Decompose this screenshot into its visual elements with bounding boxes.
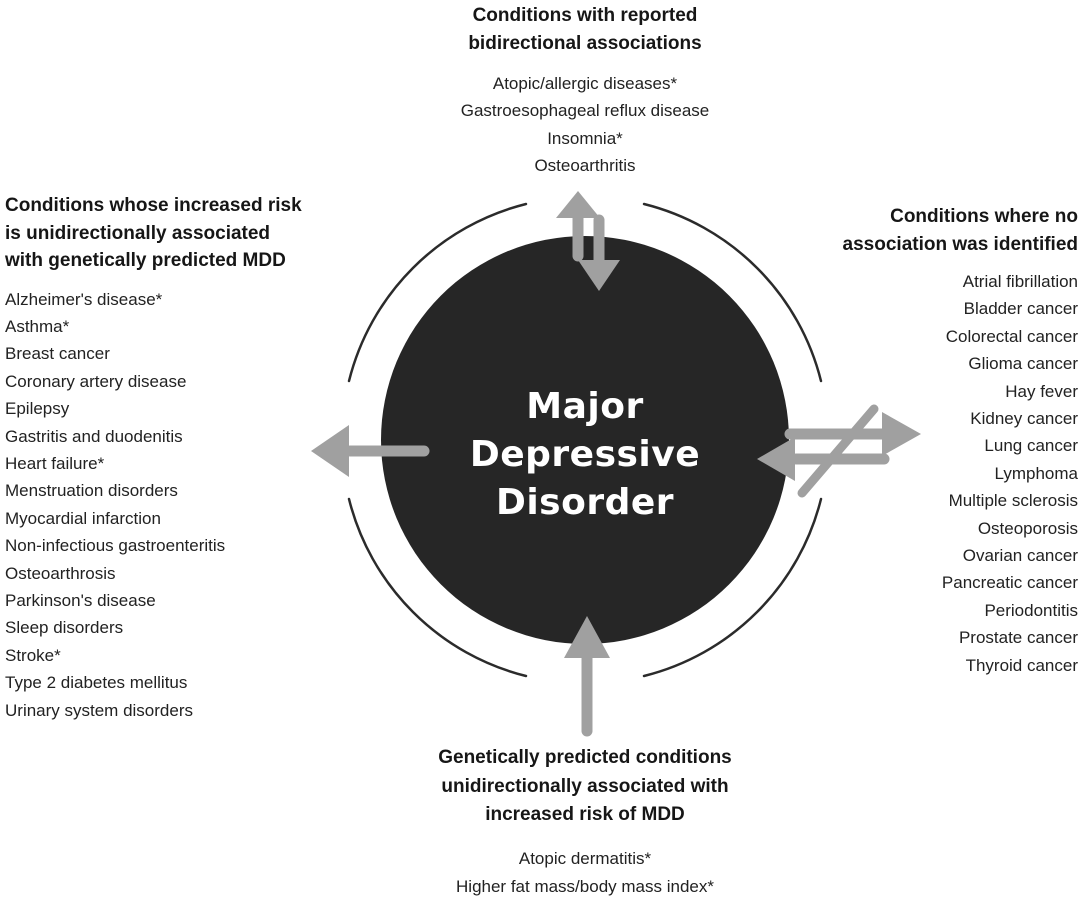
heading-line: is unidirectionally associated bbox=[5, 222, 271, 244]
condition-item: Urinary system disorders bbox=[5, 700, 193, 720]
condition-item: Multiple sclerosis bbox=[948, 491, 1078, 511]
heading-line: association was identified bbox=[842, 233, 1078, 255]
center-label-line: Depressive bbox=[469, 434, 701, 475]
condition-item: Osteoarthrosis bbox=[5, 563, 116, 583]
heading-line: bidirectional associations bbox=[468, 32, 702, 54]
condition-item: Sleep disorders bbox=[5, 618, 124, 638]
center-label bbox=[420, 383, 750, 527]
section-condition-to-mdd-heading bbox=[330, 744, 840, 830]
condition-item: Asthma* bbox=[5, 316, 70, 336]
condition-item: Lymphoma bbox=[994, 463, 1078, 483]
heading-line: increased risk of MDD bbox=[485, 804, 685, 825]
condition-item: Gastritis and duodenitis bbox=[5, 426, 183, 446]
heading-line: Genetically predicted conditions bbox=[438, 747, 732, 768]
section-no-association-list bbox=[768, 268, 1078, 679]
condition-item: Prostate cancer bbox=[958, 628, 1078, 648]
condition-item: Periodontitis bbox=[984, 600, 1078, 620]
condition-item: Lung cancer bbox=[984, 436, 1078, 456]
section-condition-to-mdd bbox=[330, 744, 840, 898]
condition-item: Breast cancer bbox=[5, 344, 110, 364]
condition-item: Type 2 diabetes mellitus bbox=[5, 673, 188, 693]
center-label-line: Major bbox=[526, 386, 644, 427]
condition-item: Hay fever bbox=[1005, 381, 1078, 401]
condition-item: Thyroid cancer bbox=[965, 655, 1078, 675]
condition-item: Kidney cancer bbox=[970, 409, 1078, 429]
condition-item: Coronary artery disease bbox=[5, 371, 187, 391]
section-mdd-to-condition bbox=[5, 192, 350, 724]
section-bidirectional bbox=[330, 2, 840, 180]
condition-item: Atrial fibrillation bbox=[962, 272, 1078, 291]
condition-item: Glioma cancer bbox=[968, 354, 1078, 374]
condition-item: Myocardial infarction bbox=[5, 508, 161, 528]
condition-item: Pancreatic cancer bbox=[941, 573, 1078, 593]
condition-item: Gastroesophageal reflux disease bbox=[460, 101, 710, 121]
heading-line: Conditions whose increased risk bbox=[5, 195, 302, 216]
section-no-association-heading bbox=[768, 203, 1078, 258]
section-bidirectional-heading bbox=[330, 2, 840, 57]
section-mdd-to-condition-list bbox=[5, 286, 350, 725]
condition-item: Ovarian cancer bbox=[962, 546, 1078, 566]
heading-line: with genetically predicted MDD bbox=[5, 250, 286, 271]
condition-item: Atopic dermatitis* bbox=[518, 848, 652, 868]
section-no-association bbox=[768, 203, 1078, 679]
condition-item: Heart failure* bbox=[5, 453, 105, 473]
heading-line: Conditions with reported bbox=[472, 5, 698, 26]
heading-line: Conditions where no bbox=[890, 206, 1078, 227]
condition-item: Osteoporosis bbox=[977, 518, 1078, 538]
center-label-line: Disorder bbox=[495, 482, 675, 523]
condition-item: Bladder cancer bbox=[963, 299, 1078, 319]
condition-item: Parkinson's disease bbox=[5, 590, 156, 610]
condition-item: Osteoarthritis bbox=[534, 156, 636, 176]
section-mdd-to-condition-heading bbox=[5, 192, 350, 275]
condition-item: Alzheimer's disease* bbox=[5, 289, 163, 309]
section-condition-to-mdd-list bbox=[330, 845, 840, 898]
condition-item: Higher fat mass/body mass index* bbox=[456, 876, 714, 896]
condition-item: Menstruation disorders bbox=[5, 481, 178, 501]
condition-item: Epilepsy bbox=[5, 399, 70, 419]
condition-item: Stroke* bbox=[5, 645, 61, 665]
condition-item: Colorectal cancer bbox=[945, 326, 1078, 346]
heading-line: unidirectionally associated with bbox=[441, 775, 729, 797]
condition-item: Non-infectious gastroenteritis bbox=[5, 536, 226, 556]
section-bidirectional-list bbox=[330, 70, 840, 180]
condition-item: Atopic/allergic diseases* bbox=[492, 74, 678, 93]
condition-item: Insomnia* bbox=[547, 128, 623, 148]
